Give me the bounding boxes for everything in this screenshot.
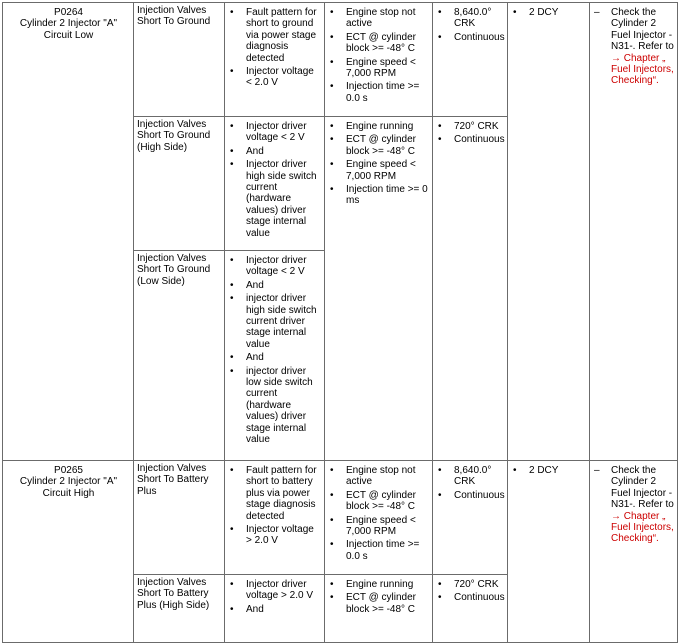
fault-conditions xyxy=(225,575,325,643)
enable-item: • Engine stop not active xyxy=(328,7,430,30)
time-required xyxy=(433,117,508,461)
condition-item: • Injector voltage < 2.0 V xyxy=(228,66,322,89)
chapter-link[interactable]: → Chapter „ Fuel Injectors, Checking“. xyxy=(611,52,674,87)
condition-item: • And xyxy=(228,604,322,615)
action-text: Check the Cylinder 2 Fuel Injector - N31-. Refer to xyxy=(611,7,674,53)
condition-item: • Injector driver high side switch current (hardware values) driver stage internal value xyxy=(228,159,322,239)
action-item xyxy=(593,465,675,545)
time-item: • 8,640.0° CRK xyxy=(436,7,505,30)
enable-item: • Engine running xyxy=(328,579,430,590)
time-item: • 720° CRK xyxy=(436,121,505,132)
table-row xyxy=(3,3,678,117)
condition-item: • Fault pattern for short to battery plus via power stage diagnosis detected xyxy=(228,465,322,522)
enable-conditions xyxy=(325,461,433,575)
fault-conditions xyxy=(225,117,325,251)
time-required xyxy=(433,461,508,575)
enable-conditions xyxy=(325,3,433,117)
fault-description: Injection Valves Short To Ground xyxy=(134,3,225,117)
fault-conditions xyxy=(225,251,325,461)
fault-description: Injection Valves Short To Battery Plus (High Side) xyxy=(134,575,225,643)
enable-item: • Injection time >= 0 ms xyxy=(328,184,430,207)
dtc-code-cell xyxy=(3,461,134,643)
enable-item: • Engine running xyxy=(328,121,430,132)
condition-item: • And xyxy=(228,146,322,157)
time-item: • Continuous xyxy=(436,490,505,501)
condition-item: • injector driver high side switch current driver stage internal value xyxy=(228,293,322,350)
fault-description: Injection Valves Short To Ground (High Side) xyxy=(134,117,225,251)
condition-item: • Injector driver voltage < 2 V xyxy=(228,121,322,144)
enable-item: • Engine speed < 7,000 RPM xyxy=(328,159,430,182)
condition-item: • injector driver low side switch current (hardware values) driver stage internal value xyxy=(228,366,322,446)
enable-item: • ECT @ cylinder block >= -48° C xyxy=(328,592,430,615)
dtc-code-cell xyxy=(3,3,134,461)
time-item: • 720° CRK xyxy=(436,579,505,590)
enable-item: • Injection time >= 0.0 s xyxy=(328,81,430,104)
condition-item: • Injector driver voltage > 2.0 V xyxy=(228,579,322,602)
fault-conditions xyxy=(225,3,325,117)
dtc-code: P0265 xyxy=(54,465,83,476)
repair-action xyxy=(590,461,678,643)
time-item: • Continuous xyxy=(436,592,505,603)
mil-item: • 2 DCY xyxy=(511,465,587,476)
enable-item: • Engine speed < 7,000 RPM xyxy=(328,515,430,538)
time-item: • Continuous xyxy=(436,32,505,43)
repair-action xyxy=(590,3,678,461)
time-required xyxy=(433,575,508,643)
diagnostic-table xyxy=(2,2,678,643)
condition-item: • Injector driver voltage < 2 V xyxy=(228,255,322,278)
table-row xyxy=(3,461,678,575)
enable-item: • ECT @ cylinder block >= -48° C xyxy=(328,490,430,513)
enable-item: • ECT @ cylinder block >= -48° C xyxy=(328,32,430,55)
mil-illumination xyxy=(508,461,590,643)
chapter-link[interactable]: → Chapter „ Fuel Injectors, Checking“. xyxy=(611,510,674,545)
mil-item: • 2 DCY xyxy=(511,7,587,18)
dtc-code: P0264 xyxy=(54,7,83,18)
fault-description: Injection Valves Short To Battery Plus xyxy=(134,461,225,575)
condition-item: • Injector voltage > 2.0 V xyxy=(228,524,322,547)
action-item xyxy=(593,7,675,87)
enable-conditions xyxy=(325,575,433,643)
condition-item: • Fault pattern for short to ground via power stage diagnosis detected xyxy=(228,7,322,64)
time-item: • Continuous xyxy=(436,134,505,145)
time-required xyxy=(433,3,508,117)
enable-item: • Injection time >= 0.0 s xyxy=(328,539,430,562)
enable-item: • Engine stop not active xyxy=(328,465,430,488)
condition-item: • And xyxy=(228,280,322,291)
action-text: Check the Cylinder 2 Fuel Injector - N31-. Refer to xyxy=(611,465,674,511)
fault-conditions xyxy=(225,461,325,575)
time-item: • 8,640.0° CRK xyxy=(436,465,505,488)
condition-item: • And xyxy=(228,352,322,363)
dtc-name: Cylinder 2 Injector "A" Circuit Low xyxy=(19,18,118,41)
fault-description: Injection Valves Short To Ground (Low Side) xyxy=(134,251,225,461)
dtc-name: Cylinder 2 Injector "A" Circuit High xyxy=(19,476,118,499)
enable-conditions xyxy=(325,117,433,461)
enable-item: • Engine speed < 7,000 RPM xyxy=(328,57,430,80)
enable-item: • ECT @ cylinder block >= -48° C xyxy=(328,134,430,157)
mil-illumination xyxy=(508,3,590,461)
